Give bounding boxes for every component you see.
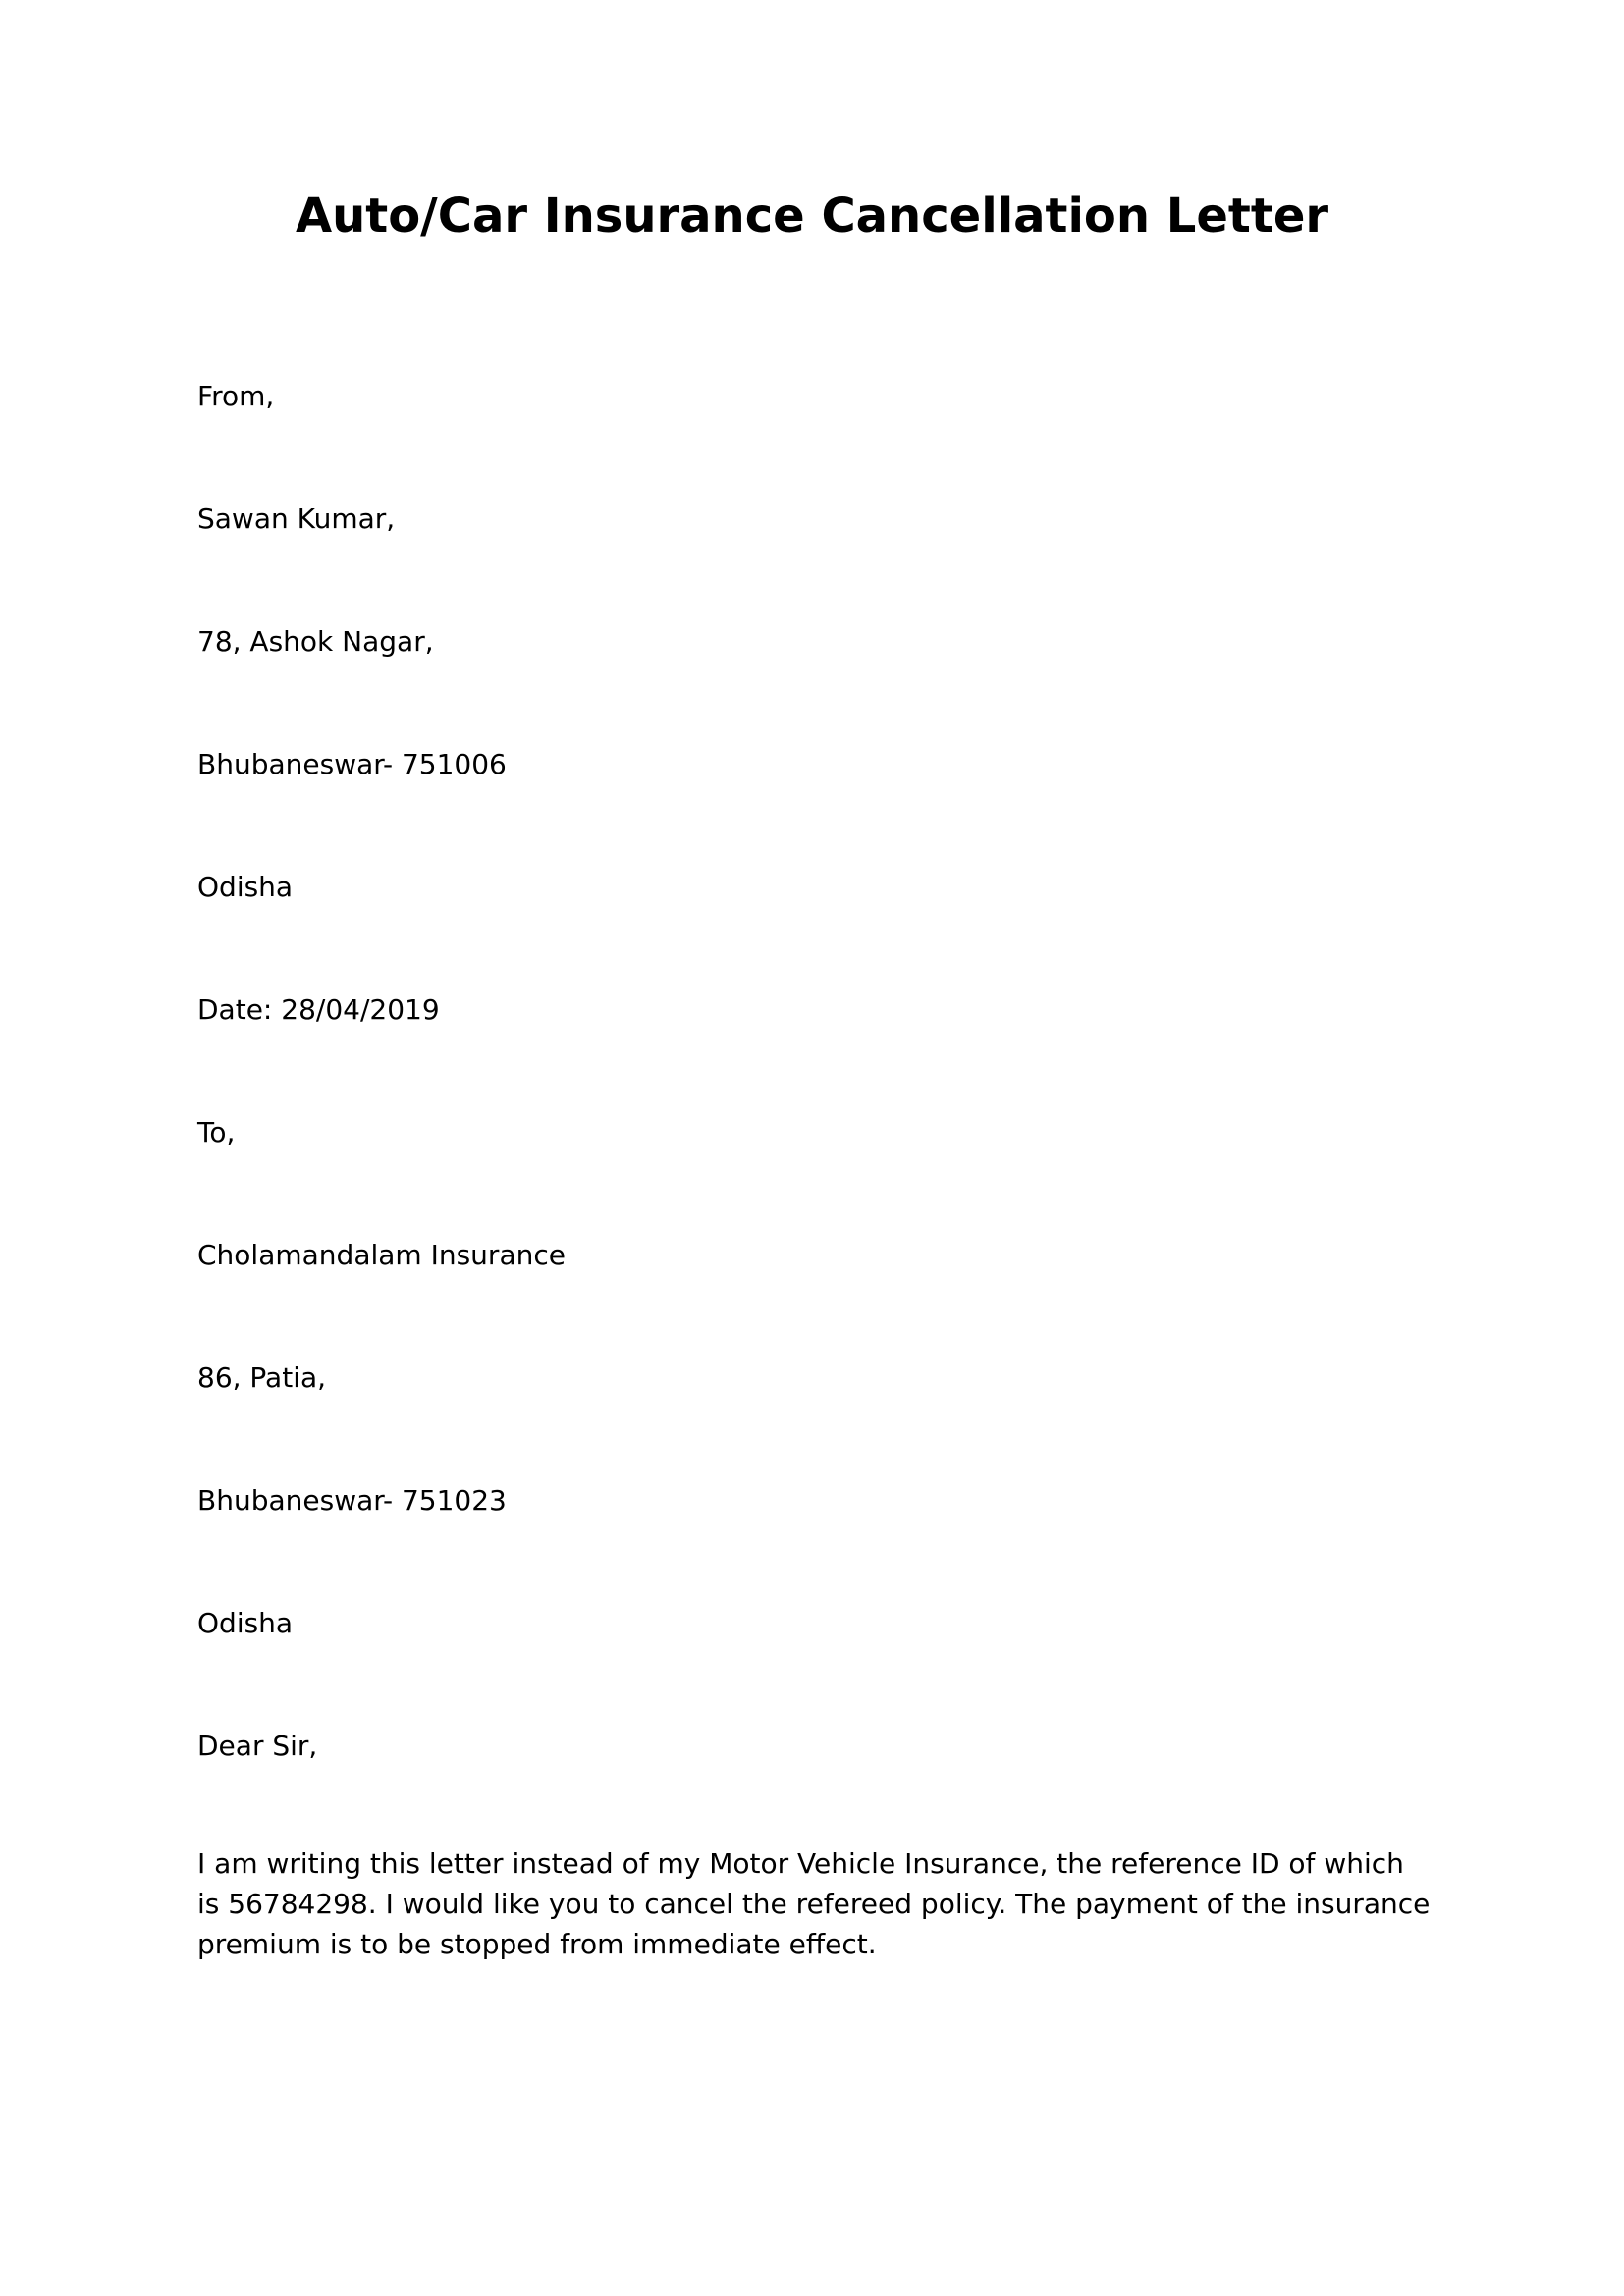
from-label: From, <box>197 380 275 412</box>
recipient-state: Odisha <box>197 1607 294 1639</box>
recipient-city: Bhubaneswar- 751023 <box>197 1484 507 1517</box>
sender-address: 78, Ashok Nagar, <box>197 625 434 658</box>
letter-date: Date: 28/04/2019 <box>197 993 440 1026</box>
letter-body: I am writing this letter instead of my Motor Vehicle Insurance, the reference ID of which is 56784298. I would like you to cancel the refereed policy. The payment of the insurance premium is to be stopped from immediate effect. <box>197 1847 1431 1960</box>
recipient-address: 86, Patia, <box>197 1362 327 1394</box>
salutation: Dear Sir, <box>197 1730 318 1762</box>
sender-city: Bhubaneswar- 751006 <box>197 748 507 780</box>
sender-state: Odisha <box>197 871 294 903</box>
to-label: To, <box>197 1116 236 1148</box>
letter-title: Auto/Car Insurance Cancellation Letter <box>295 188 1329 243</box>
recipient-name: Cholamandalam Insurance <box>197 1239 566 1271</box>
sender-name: Sawan Kumar, <box>197 503 396 535</box>
